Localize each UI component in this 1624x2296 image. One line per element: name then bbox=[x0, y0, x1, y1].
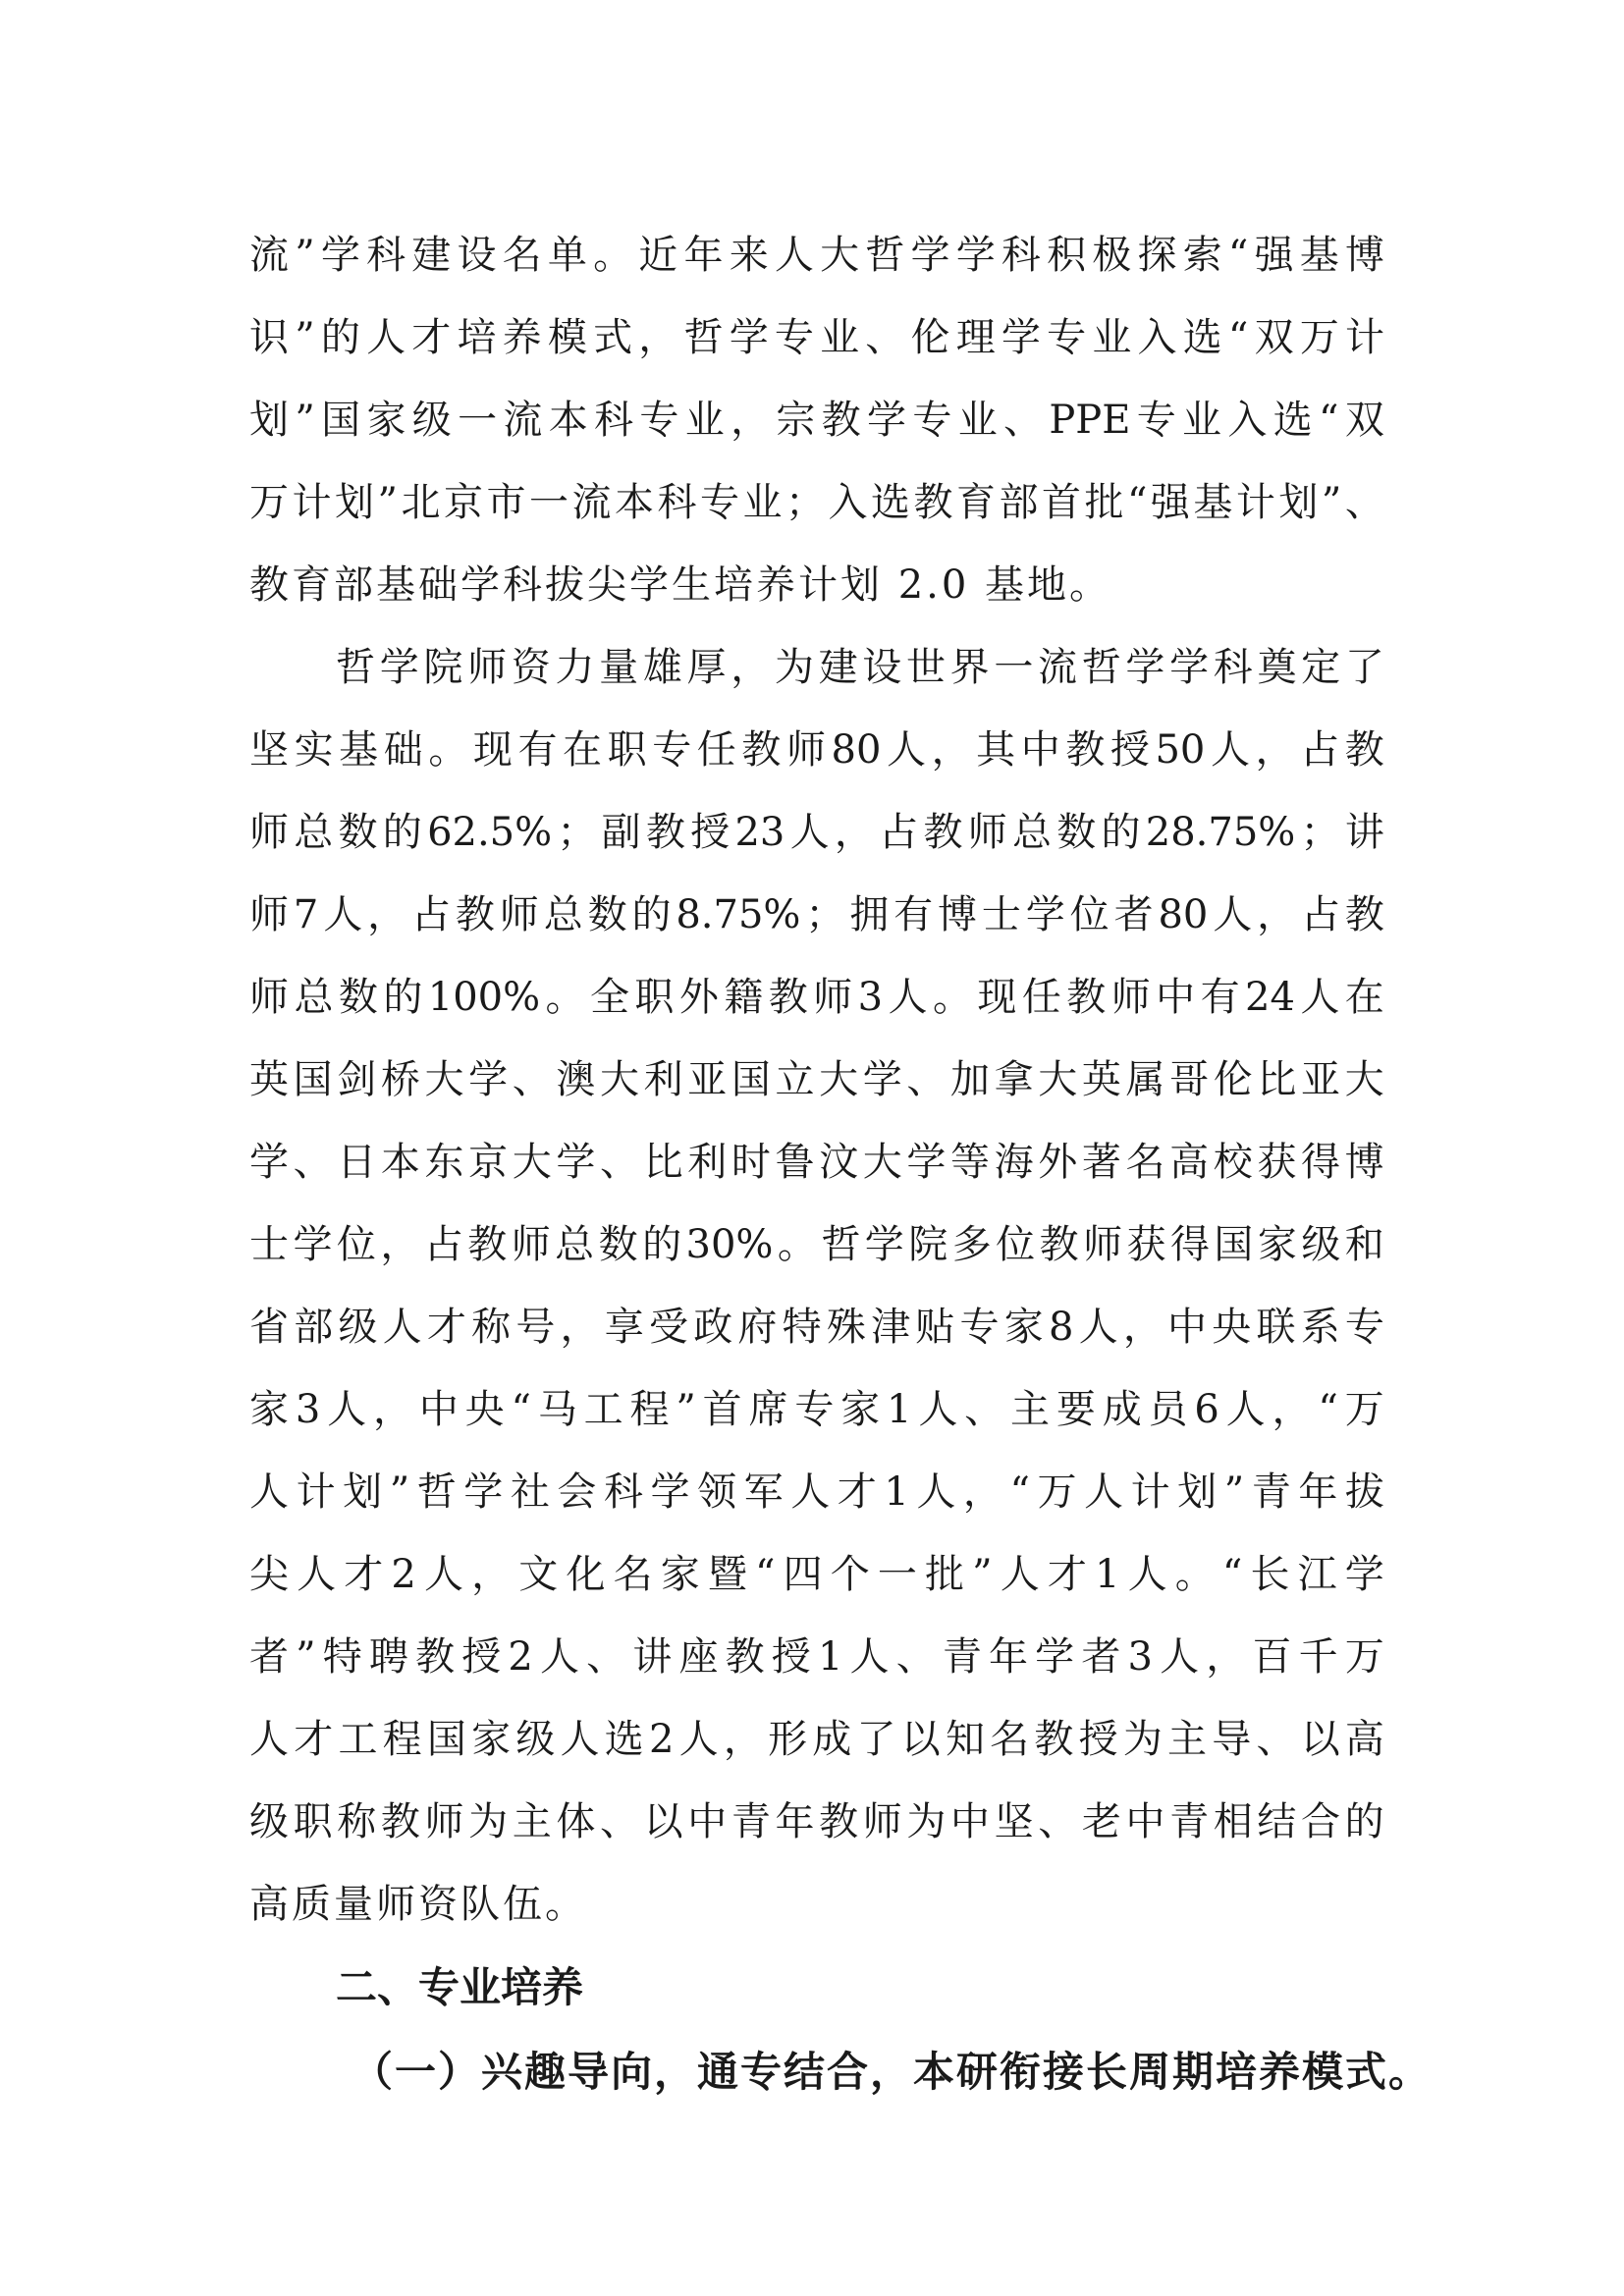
text-line: 高质量师资队伍。 bbox=[249, 1882, 587, 1927]
text-line: 者 ” 特 聘 教 授 2 人 、 讲 座 教 授 1 人 、 青 年 学 者 3 人 ， 百 千 万 bbox=[249, 1634, 1384, 1680]
text-line: 坚 实 基 础 。 现 有 在 职 专 任 教 师 80 人 ， 其 中 教 授 50 人 ， 占 教 bbox=[249, 727, 1384, 773]
text-line: 划 ” 国 家 级 一 流 本 科 专 业 ， 宗 教 学 专 业 、 PPE 专 业 入 选 “ 双 bbox=[249, 398, 1384, 443]
paragraph-discipline-construction bbox=[249, 214, 1384, 626]
text-line: 士 学 位 ， 占 教 师 总 数 的 30% 。 哲 学 院 多 位 教 师 获 得 国 家 级 和 bbox=[249, 1222, 1384, 1267]
text-line: 尖 人 才 2 人 ， 文 化 名 家 暨 “ 四 个 一 批 ” 人 才 1 人 。 “ 长 江 学 bbox=[249, 1552, 1384, 1597]
text-line: 学 、 日 本 东 京 大 学 、 比 利 时 鲁 汶 大 学 等 海 外 著 名 高 校 获 得 博 bbox=[249, 1140, 1384, 1185]
text-line: 家 3 人 ， 中 央 “ 马 工 程 ” 首 席 专 家 1 人 、 主 要 成 员 6 人 ， “ 万 bbox=[249, 1387, 1384, 1432]
section-heading: 二、专业培养 bbox=[336, 1963, 584, 2011]
text-line: 人 计 划 ” 哲 学 社 会 科 学 领 军 人 才 1 人 ， “ 万 人 计 划 ” 青 年 拔 bbox=[249, 1469, 1384, 1515]
text-line: 流 ” 学 科 建 设 名 单 。 近 年 来 人 大 哲 学 学 科 积 极 探 索 “ 强 基 博 bbox=[249, 233, 1384, 278]
text-line: 师 总 数 的 62.5% ； 副 教 授 23 人 ， 占 教 师 总 数 的 28.75% ； 讲 bbox=[249, 810, 1384, 855]
text-line: 师 总 数 的 100% 。 全 职 外 籍 教 师 3 人 。 现 任 教 师 中 有 24 人 在 bbox=[249, 975, 1384, 1020]
document-page bbox=[249, 214, 1433, 2114]
paragraph-faculty-strength bbox=[249, 626, 1384, 1946]
text-line: 英 国 剑 桥 大 学 、 澳 大 利 亚 国 立 大 学 、 加 拿 大 英 属 哥 伦 比 亚 大 bbox=[249, 1057, 1384, 1102]
text-line: 哲 学 院 师 资 力 量 雄 厚 ， 为 建 设 世 界 一 流 哲 学 学 科 奠 定 了 bbox=[336, 645, 1384, 690]
text-line: 省 部 级 人 才 称 号 ， 享 受 政 府 特 殊 津 贴 专 家 8 人 ， 中 央 联 系 专 bbox=[249, 1305, 1384, 1350]
text-line: 万 计 划 ” 北 京 市 一 流 本 科 专 业 ； 入 选 教 育 部 首 批 “ 强 基 计 划 ” 、 bbox=[249, 480, 1384, 525]
text-line: 人 才 工 程 国 家 级 人 选 2 人 ， 形 成 了 以 知 名 教 授 为 主 导 、 以 高 bbox=[249, 1717, 1384, 1762]
text-line: 级 职 称 教 师 为 主 体 、 以 中 青 年 教 师 为 中 坚 、 老 中 青 相 结 合 的 bbox=[249, 1799, 1384, 1844]
text-line: 识 ” 的 人 才 培 养 模 式 ， 哲 学 专 业 、 伦 理 学 专 业 入 选 “ 双 万 计 bbox=[249, 315, 1384, 360]
text-line: 师 7 人 ， 占 教 师 总 数 的 8.75% ； 拥 有 博 士 学 位 者 80 人 ， 占 教 bbox=[249, 892, 1384, 937]
text-line: 教育部基础学科拔尖学生培养计划 2.0 基地。 bbox=[249, 562, 1112, 608]
subsection-heading: （一）兴趣导向，通专结合，本研衔接长周期培养模式。 bbox=[352, 2048, 1433, 2096]
